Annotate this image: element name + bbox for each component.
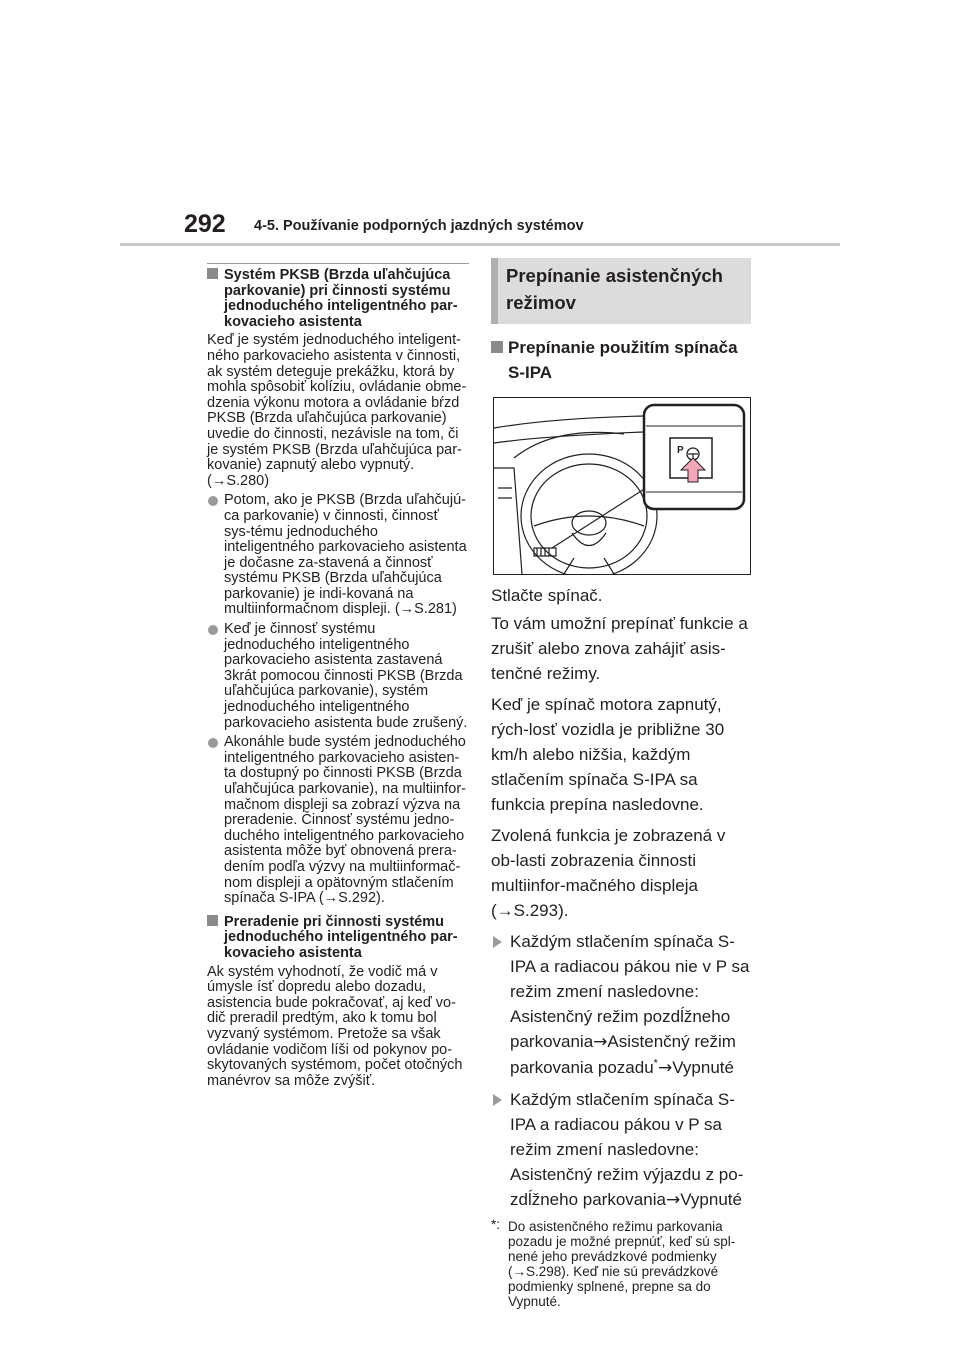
bullet-item: Keď je činnosť systému jednoduchého inteligentného parkovacieho asistenta zastavená 3krát pomocou činnosti PKSB (Brzda uľahčujúca parkovanie), systém jednoduchého inteligentného parkovacieho asistenta bude zrušený.: [207, 622, 469, 731]
circle-bullet-icon: [208, 738, 218, 748]
switch-label: P: [677, 445, 684, 456]
paragraph-display: Zvolená funkcia je zobrazená v ob-lasti zobrazenia činnosti multiinfor-mačného displeja (→S.293).: [491, 826, 726, 920]
right-arrow-icon: →: [665, 1190, 681, 1210]
mode-sequence-not-p: Každým stlačením spínača S-IPA a radiacou pákou nie v P sa režim zmení nasledovne: Asistenčný režim pozdĺžneho parkovania→Asistenčný režim parkovania pozadu*→Vypnuté: [491, 929, 751, 1081]
bullet-item: Potom, ako je PKSB (Brzda uľahčujú-ca parkovanie) v činnosti, činnosť sys-tému jednoduchého inteligentného parkovacieho asistenta je dočasne za-stavená a činnosť systému PKSB (Brzda uľahčujúca parkovanie) je indi-kovaná na multiinformačnom displeji. (→S.281): [207, 493, 469, 618]
paragraph-conditions: Keď je spínač motora zapnutý, rých-losť vozidla je približne 30 km/h alebo nižšia, každým stlačením spínača S-IPA sa funkcia prepína nasledovne.: [491, 695, 725, 814]
left-column: [207, 263, 469, 1093]
circle-bullet-icon: [208, 496, 218, 506]
header-divider: [120, 243, 840, 246]
subsection-heading: Prepínanie použitím spínača S-IPA: [491, 335, 751, 385]
page-reference: (→S.280): [207, 472, 270, 489]
chapter-title: 4-5. Používanie podporných jazdných systémov: [254, 218, 584, 234]
section-banner: Prepínanie asistenčných režimov: [491, 258, 751, 324]
dashboard-illustration: [494, 398, 750, 574]
paragraph-switch-info: To vám umožní prepínať funkcie a zrušiť alebo znova zahájiť asis-tenčné režimy.: [491, 614, 748, 683]
triangle-bullet-icon: [493, 1094, 502, 1106]
right-arrow-icon: →: [593, 1032, 608, 1052]
square-bullet-icon: [207, 268, 218, 279]
square-bullet-icon: [491, 341, 503, 353]
section-paragraph-pksb: Keď je systém jednoduchého inteligent-ného parkovacieho asistenta v činnosti, ak systém deteguje prekážku, ktorá by mohla spôsobiť kolíziu, ovládanie obme-dzenia výkonu motora a ovládanie bŕzd PKSB (Brzda uľahčujúca parkovanie) uvedie do činnosti, nezávisle na tom, či je systém PKSB (Brzda uľahčujúca par-kovanie) zapnutý alebo vypnutý. (→S.280): [207, 332, 467, 489]
footnote: *: Do asistenčného režimu parkovania pozadu je možné prepnúť, keď sú spl-nené jeho prevádzkové podmienky (→S.298). Keď nie sú prevádzkové podmienky splnené, prepne sa do Vypnuté.: [491, 1217, 736, 1309]
dashboard-figure: [493, 397, 751, 575]
right-arrow-icon: →: [657, 1058, 673, 1078]
right-column: [491, 258, 751, 1309]
footnote-marker: *: [653, 1057, 658, 1070]
section-paragraph-shifting: Ak systém vyhodnotí, že vodič má v úmysle ísť dopredu alebo dozadu, asistencia bude pokračovať, aj keď vo-dič preradil predtým, ako k tomu bol vyzvaný systémom. Pretože sa však ovládanie vodičom líši od pokynov po-skytovaných systémom, počet otočných manévrov sa môže zvýšiť.: [207, 963, 463, 1089]
bullet-item: Akonáhle bude systém jednoduchého inteligentného parkovacieho asisten-ta dostupný po činnosti PKSB (Brzda uľahčujúca parkovanie), na multiinfor-mačnom displeji sa zobrazí výzva na preradenie. Činnosť systému jedno-duchého inteligentného parkovacieho asistenta môže byť obnovená prera-dením podľa výzvy na multiinformač-nom displeji a opätovným stlačením spínača S-IPA (→S.292).: [207, 735, 469, 907]
mode-sequence-in-p: Každým stlačením spínača S-IPA a radiacou pákou v P sa režim zmení nasledovne: Asistenčný režim výjazdu z po-zdĺžneho parkovania→Vypnuté: [491, 1087, 751, 1213]
footnote-mark: *:: [491, 1217, 501, 1232]
triangle-bullet-icon: [493, 936, 502, 948]
section-heading-shifting: Preradenie pri činnosti systému jednoduchého inteligentného par-kovacieho asistenta: [207, 915, 469, 962]
circle-bullet-icon: [208, 625, 218, 635]
section-heading-pksb: Systém PKSB (Brzda uľahčujúca parkovanie) pri činnosti systému jednoduchého inteligentného par-kovacieho asistenta: [207, 268, 469, 330]
square-bullet-icon: [207, 915, 218, 926]
page-number: 292: [184, 210, 226, 238]
paragraph-press: Stlačte spínač.: [491, 586, 603, 605]
